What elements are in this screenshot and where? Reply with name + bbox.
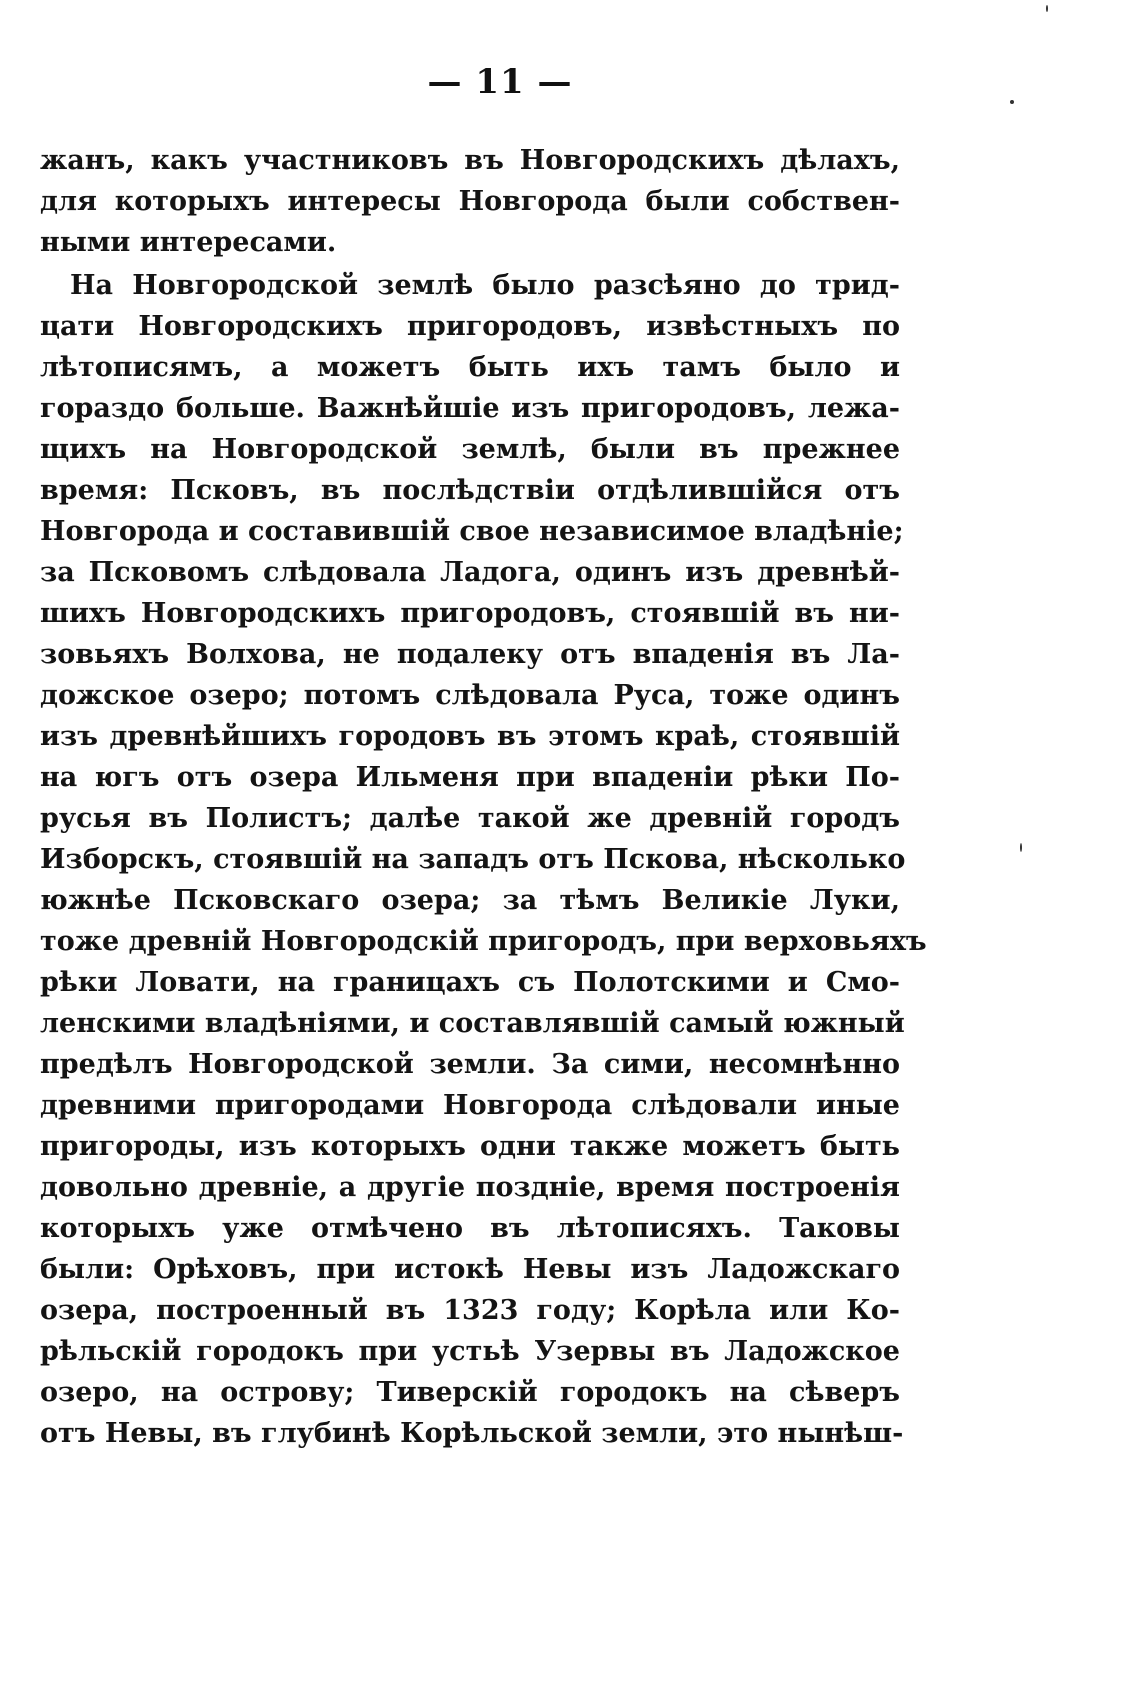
- text-line: южнѣе Псковскаго озера; за тѣмъ Великіе Луки,: [40, 885, 900, 916]
- text-line: тоже древній Новгородскій пригородъ, при верховьяхъ: [40, 926, 927, 957]
- text-line: цати Новгородскихъ пригородовъ, извѣстныхъ по: [40, 311, 900, 342]
- scan-speck: [1010, 100, 1014, 104]
- text-line: зовьяхъ Волхова, не подалеку отъ впаденія въ Ла-: [40, 639, 900, 670]
- paragraph: [40, 265, 927, 1454]
- text-line: озера, построенный въ 1323 году; Корѣла или Ко-: [40, 1295, 900, 1326]
- text-line: довольно древніе, а другіе поздніе, время построенія: [40, 1172, 900, 1203]
- text-line: Изборскъ, стоявшій на западъ отъ Пскова, нѣсколько: [40, 844, 906, 875]
- text-line: шихъ Новгородскихъ пригородовъ, стоявшій въ ни-: [40, 598, 900, 629]
- text-line: гораздо больше. Важнѣйшіе изъ пригородовъ, лежа-: [40, 393, 900, 424]
- scan-speck: [1046, 5, 1048, 12]
- text-line: отъ Невы, въ глубинѣ Корѣльской земли, это нынѣш-: [40, 1418, 904, 1449]
- text-line: жанъ, какъ участниковъ въ Новгородскихъ дѣлахъ,: [40, 145, 900, 176]
- text-line: лѣтописямъ, а можетъ быть ихъ тамъ было и: [40, 352, 900, 383]
- text-line: озеро, на острову; Тиверскій городокъ на сѣверъ: [40, 1377, 900, 1408]
- text-line: предѣлъ Новгородской земли. За сими, несомнѣнно: [40, 1049, 900, 1080]
- text-line: щихъ на Новгородской землѣ, были въ прежнее: [40, 434, 900, 465]
- text-line: изъ древнѣйшихъ городовъ въ этомъ краѣ, стоявшій: [40, 721, 900, 752]
- text-line: дожское озеро; потомъ слѣдовала Руса, тоже одинъ: [40, 680, 900, 711]
- body-text: [40, 140, 927, 1454]
- text-line: На Новгородской землѣ было разсѣяно до трид-: [70, 270, 900, 301]
- paragraph: [40, 140, 900, 263]
- page-number: — 11 —: [427, 62, 573, 102]
- text-line: ленскими владѣніями, и составлявшій самый южный: [40, 1008, 905, 1039]
- text-line: русья въ Полистъ; далѣе такой же древній городъ: [40, 803, 900, 834]
- text-line: рѣки Ловати, на границахъ съ Полотскими и Смо-: [40, 967, 900, 998]
- text-line: пригороды, изъ которыхъ одни также можетъ быть: [40, 1131, 900, 1162]
- scan-speck: [1020, 843, 1022, 852]
- text-line: рѣльскій городокъ при устьѣ Узервы въ Ладожское: [40, 1336, 900, 1367]
- text-line: древними пригородами Новгорода слѣдовали иные: [40, 1090, 900, 1121]
- text-line: на югъ отъ озера Ильменя при впаденіи рѣки По-: [40, 762, 900, 793]
- text-line: Новгорода и составившій свое независимое владѣніе;: [40, 516, 904, 547]
- text-line: были: Орѣховъ, при истокѣ Невы изъ Ладожскаго: [40, 1254, 900, 1285]
- text-line: время: Псковъ, въ послѣдствіи отдѣлившійся отъ: [40, 475, 900, 506]
- text-line: для которыхъ интересы Новгорода были собствен-: [40, 186, 900, 217]
- text-line: за Псковомъ слѣдовала Ладога, одинъ изъ древнѣй-: [40, 557, 900, 588]
- text-line: ными интересами.: [40, 227, 337, 258]
- text-line: которыхъ уже отмѣчено въ лѣтописяхъ. Таковы: [40, 1213, 900, 1244]
